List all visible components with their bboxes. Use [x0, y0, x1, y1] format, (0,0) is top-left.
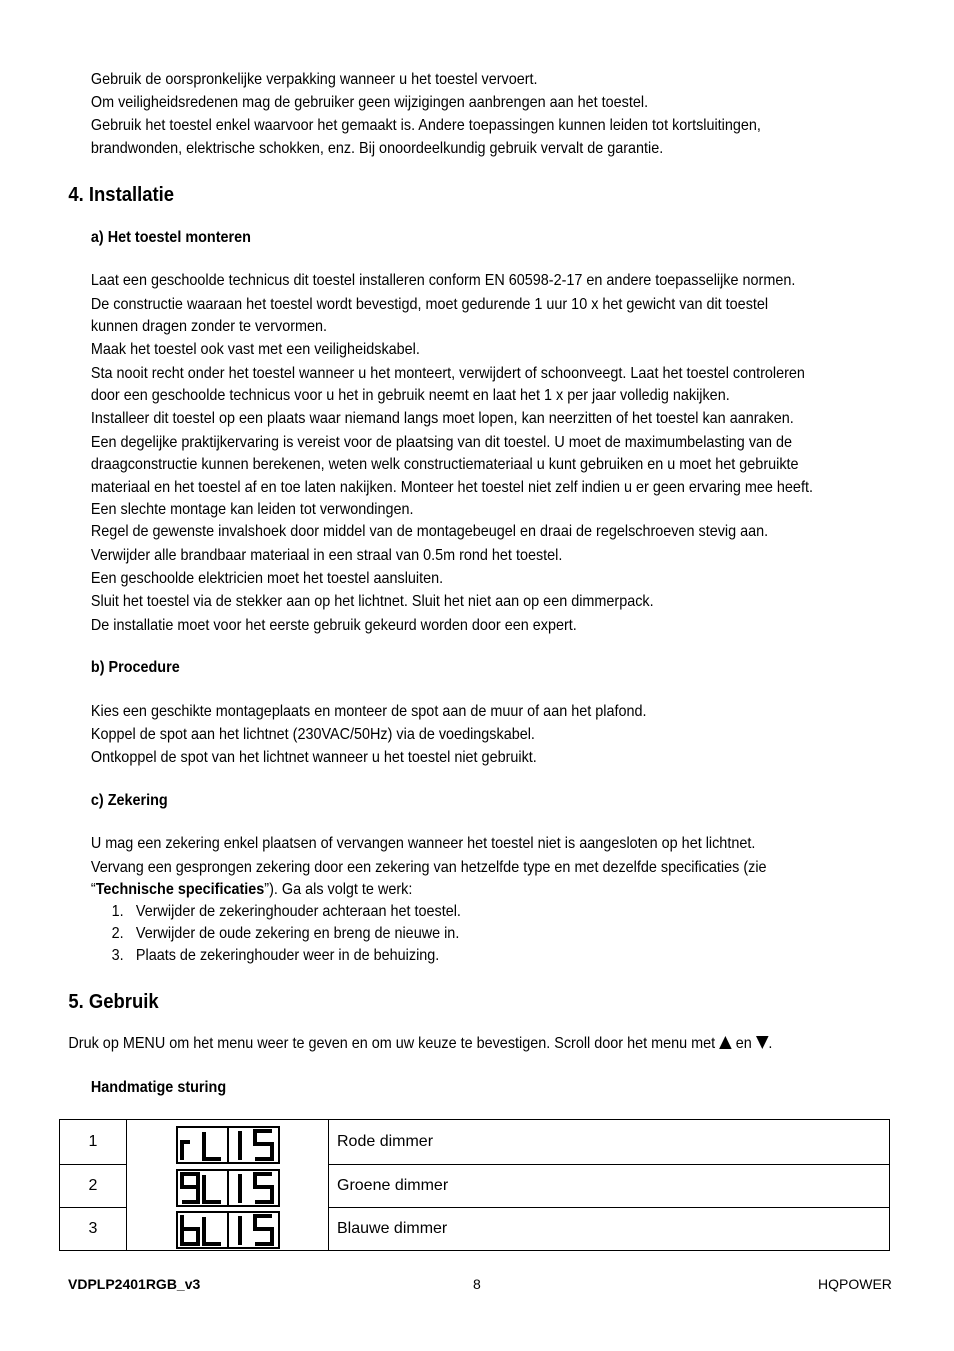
- quote-rest: ”). Ga als volgt te werk:: [264, 881, 413, 898]
- paragraph-line: kunnen dragen zonder te vervormen.: [90, 318, 328, 335]
- subsection-title-zekering: c) Zekering: [90, 792, 168, 809]
- quote-open: “: [90, 881, 96, 898]
- intro-line: Gebruik het toestel enkel waarvoor het gemaakt is. Andere toepassingen kunnen leiden tot kortsluitingen,: [90, 117, 761, 134]
- paragraph-line: materiaal en het toestel af en toe laten nakijken. Monteer het toestel niet zelf indien u er geen ervaring mee heeft.: [90, 479, 813, 496]
- subsection-title-handmatig: Handmatige sturing: [90, 1079, 227, 1096]
- list-number: 2.: [111, 925, 124, 942]
- paragraph-line: Koppel de spot aan het lichtnet (230VAC/50Hz) via de voedingskabel.: [90, 726, 535, 743]
- row-number: 3: [60, 1208, 127, 1251]
- intro-line: Gebruik de oorspronkelijke verpakking wanneer u het toestel vervoert.: [90, 71, 538, 88]
- paragraph-line: [68, 1033, 772, 1056]
- list-item: [112, 903, 461, 921]
- paragraph-line: Ontkoppel de spot van het lichtnet wanneer u het toestel niet gebruikt.: [90, 749, 537, 766]
- list-number: 1.: [111, 903, 124, 920]
- menu-instruction: Druk op MENU om het menu weer te geven en om uw keuze te bevestigen. Scroll door het menu met: [68, 1035, 716, 1052]
- row-number: 1: [60, 1120, 127, 1165]
- spec-reference: Technische specificaties: [95, 881, 265, 898]
- paragraph-line: Sta nooit recht onder het toestel wanneer u het monteert, verwijdert of schoonveegt. Laat het toestel controleren: [90, 365, 805, 382]
- row-label: Rode dimmer: [329, 1120, 890, 1165]
- paragraph-line: Sluit het toestel via de stekker aan op het lichtnet. Sluit het niet aan op een dimmerpack.: [90, 593, 654, 610]
- subsection-title-procedure: b) Procedure: [90, 659, 180, 676]
- paragraph-line: Een slechte montage kan leiden tot verwondingen.: [90, 501, 414, 518]
- table-row: [60, 1120, 890, 1165]
- paragraph-line: Kies een geschikte montageplaats en monteer de spot aan de muur of aan het plafond.: [90, 703, 647, 720]
- up-triangle-icon: [719, 1036, 732, 1049]
- paragraph-line: draagconstructie kunnen berekenen, weten welk constructiemateriaal u kunt gebruiken en u moet het gebruikte: [90, 456, 799, 473]
- footer-model: VDPLP2401RGB_v3: [68, 1276, 201, 1292]
- list-number: 3.: [111, 947, 124, 964]
- list-item: [112, 947, 440, 965]
- paragraph-line: door een geschoolde technicus voor u het in gebruik neemt en laat het 1 x per jaar volledig nakijken.: [90, 387, 730, 404]
- section-title-gebruik: 5. Gebruik: [68, 990, 159, 1013]
- menu-instruction-and: en: [731, 1035, 756, 1052]
- intro-line: Om veiligheidsredenen mag de gebruiker geen wijzigingen aanbrengen aan het toestel.: [90, 94, 649, 111]
- lcd-display-cell: [127, 1120, 329, 1251]
- lcd-display-red-icon: [176, 1126, 280, 1164]
- lcd-display-green-icon: [176, 1169, 280, 1207]
- paragraph-line: Maak het toestel ook vast met een veiligheidskabel.: [90, 341, 420, 358]
- dimmer-table: [59, 1119, 890, 1251]
- paragraph-line: [91, 879, 412, 902]
- intro-line: brandwonden, elektrische schokken, enz. Bij onoordeelkundig gebruik vervalt de garantie.: [90, 140, 664, 157]
- lcd-display-blue-icon: [176, 1211, 280, 1249]
- paragraph-line: De constructie waaraan het toestel wordt bevestigd, moet gedurende 1 uur 10 x het gewicht van dit toestel: [90, 296, 769, 313]
- paragraph-line: Een geschoolde elektricien moet het toestel aansluiten.: [90, 570, 444, 587]
- paragraph-line: Een degelijke praktijkervaring is vereist voor de plaatsing van dit toestel. U moet de maximumbelasting van de: [90, 434, 793, 451]
- section-title-installatie: 4. Installatie: [68, 183, 175, 206]
- paragraph-line: Laat een geschoolde technicus dit toestel installeren conform EN 60598-2-17 en andere toepasselijke normen.: [90, 272, 796, 289]
- row-number: 2: [60, 1165, 127, 1208]
- list-text: Plaats de zekeringhouder weer in de behuizing.: [135, 947, 440, 964]
- paragraph-line: Verwijder alle brandbaar materiaal in een straal van 0.5m rond het toestel.: [90, 547, 563, 564]
- paragraph-line: Installeer dit toestel op een plaats waar niemand langs moet lopen, kan neerzitten of het toestel kan aanraken.: [90, 410, 794, 427]
- paragraph-line: Vervang een gesprongen zekering door een zekering van hetzelfde type en met dezelfde specificaties (zie: [90, 859, 767, 876]
- list-item: [112, 925, 460, 943]
- list-text: Verwijder de zekeringhouder achteraan het toestel.: [135, 903, 461, 920]
- menu-instruction-end: .: [768, 1035, 773, 1052]
- footer-page-number: 8: [473, 1276, 481, 1292]
- row-label: Groene dimmer: [329, 1165, 890, 1208]
- list-text: Verwijder de oude zekering en breng de nieuwe in.: [135, 925, 460, 942]
- down-triangle-icon: [756, 1036, 769, 1049]
- paragraph-line: De installatie moet voor het eerste gebruik gekeurd worden door een expert.: [90, 617, 577, 634]
- subsection-title-monteren: a) Het toestel monteren: [90, 229, 251, 246]
- footer-brand: HQPOWER: [818, 1276, 892, 1292]
- paragraph-line: Regel de gewenste invalshoek door middel van de montagebeugel en draai de regelschroeven stevig aan.: [90, 523, 769, 540]
- paragraph-line: U mag een zekering enkel plaatsen of vervangen wanneer het toestel niet is aangesloten op het lichtnet.: [90, 835, 756, 852]
- row-label: Blauwe dimmer: [329, 1208, 890, 1251]
